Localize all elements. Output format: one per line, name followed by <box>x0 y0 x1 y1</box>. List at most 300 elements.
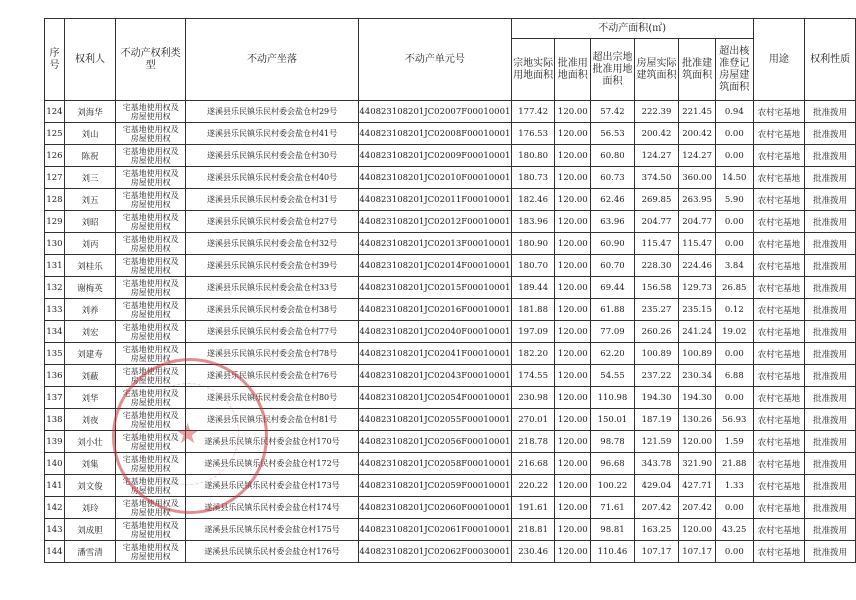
header-location: 不动产坐落 <box>186 19 359 101</box>
header-nature: 权利性质 <box>805 19 856 101</box>
usage-cell: 农村宅基地 <box>753 167 805 189</box>
location-cell: 遂溪县乐民镇乐民村委会盐仓村78号 <box>186 343 359 365</box>
right-type-cell: 宅基地使用权及房屋使用权 <box>116 211 186 233</box>
excess-land-cell: 110.98 <box>591 387 635 409</box>
seq-cell: 126 <box>45 145 65 167</box>
excess-building-cell: 0.00 <box>716 145 754 167</box>
owner-cell: 刘建寿 <box>64 343 115 365</box>
approved-land-cell: 120.00 <box>555 255 591 277</box>
header-seq: 序号 <box>45 19 65 101</box>
header-owner: 权利人 <box>64 19 115 101</box>
building-area-cell: 187.19 <box>634 409 679 431</box>
unit-no-cell: 440823108201JC02043F00010001 <box>358 365 511 387</box>
nature-cell: 批准拨用 <box>805 519 856 541</box>
approved-building-cell: 120.00 <box>679 519 716 541</box>
location-cell: 遂溪县乐民镇乐民村委会盐仓村31号 <box>186 189 359 211</box>
nature-cell: 批准拨用 <box>805 321 856 343</box>
table-row <box>45 101 856 123</box>
right-type-cell: 宅基地使用权及房屋使用权 <box>116 321 186 343</box>
usage-cell: 农村宅基地 <box>753 123 805 145</box>
usage-cell: 农村宅基地 <box>753 321 805 343</box>
approved-land-cell: 120.00 <box>555 387 591 409</box>
approved-land-cell: 120.00 <box>555 277 591 299</box>
unit-no-cell: 440823108201JC02061F00010001 <box>358 519 511 541</box>
seq-cell: 136 <box>45 365 65 387</box>
table-row <box>45 145 856 167</box>
seq-cell: 125 <box>45 123 65 145</box>
actual-area-cell: 230.98 <box>511 387 555 409</box>
nature-cell: 批准拨用 <box>805 541 856 563</box>
unit-no-cell: 440823108201JC02062F00030001 <box>358 541 511 563</box>
excess-land-cell: 62.46 <box>591 189 635 211</box>
actual-area-cell: 177.42 <box>511 101 555 123</box>
excess-land-cell: 98.81 <box>591 519 635 541</box>
table-row <box>45 519 856 541</box>
excess-building-cell: 0.12 <box>716 299 754 321</box>
building-area-cell: 269.85 <box>634 189 679 211</box>
excess-land-cell: 62.20 <box>591 343 635 365</box>
approved-land-cell: 120.00 <box>555 145 591 167</box>
excess-building-cell: 43.25 <box>716 519 754 541</box>
table-header <box>45 19 856 101</box>
nature-cell: 批准拨用 <box>805 123 856 145</box>
approved-building-cell: 224.46 <box>679 255 716 277</box>
nature-cell: 批准拨用 <box>805 189 856 211</box>
right-type-cell: 宅基地使用权及房屋使用权 <box>116 255 186 277</box>
approved-land-cell: 120.00 <box>555 409 591 431</box>
actual-area-cell: 197.09 <box>511 321 555 343</box>
approved-land-cell: 120.00 <box>555 101 591 123</box>
excess-building-cell: 14.50 <box>716 167 754 189</box>
table-row <box>45 233 856 255</box>
table-row <box>45 541 856 563</box>
building-area-cell: 204.77 <box>634 211 679 233</box>
excess-land-cell: 71.61 <box>591 497 635 519</box>
right-type-cell: 宅基地使用权及房屋使用权 <box>116 145 186 167</box>
excess-building-cell: 0.00 <box>716 541 754 563</box>
right-type-cell: 宅基地使用权及房屋使用权 <box>116 299 186 321</box>
right-type-cell: 宅基地使用权及房屋使用权 <box>116 167 186 189</box>
excess-land-cell: 56.53 <box>591 123 635 145</box>
approved-land-cell: 120.00 <box>555 343 591 365</box>
location-cell: 遂溪县乐民镇乐民村委会盐仓村27号 <box>186 211 359 233</box>
actual-area-cell: 218.78 <box>511 431 555 453</box>
excess-building-cell: 0.00 <box>716 123 754 145</box>
approved-building-cell: 107.17 <box>679 541 716 563</box>
actual-area-cell: 176.53 <box>511 123 555 145</box>
building-area-cell: 156.58 <box>634 277 679 299</box>
building-area-cell: 235.27 <box>634 299 679 321</box>
nature-cell: 批准拨用 <box>805 343 856 365</box>
usage-cell: 农村宅基地 <box>753 365 805 387</box>
approved-land-cell: 120.00 <box>555 431 591 453</box>
seq-cell: 128 <box>45 189 65 211</box>
unit-no-cell: 440823108201JC02040F00010001 <box>358 321 511 343</box>
header-approved-land: 批准用地面积 <box>555 39 591 101</box>
approved-land-cell: 120.00 <box>555 365 591 387</box>
right-type-cell: 宅基地使用权及房屋使用权 <box>116 409 186 431</box>
unit-no-cell: 440823108201JC02055F00010001 <box>358 409 511 431</box>
nature-cell: 批准拨用 <box>805 277 856 299</box>
approved-land-cell: 120.00 <box>555 475 591 497</box>
approved-building-cell: 124.27 <box>679 145 716 167</box>
usage-cell: 农村宅基地 <box>753 211 805 233</box>
building-area-cell: 124.27 <box>634 145 679 167</box>
excess-land-cell: 96.68 <box>591 453 635 475</box>
usage-cell: 农村宅基地 <box>753 255 805 277</box>
excess-land-cell: 57.42 <box>591 101 635 123</box>
approved-land-cell: 120.00 <box>555 519 591 541</box>
excess-building-cell: 21.88 <box>716 453 754 475</box>
nature-cell: 批准拨用 <box>805 167 856 189</box>
excess-building-cell: 0.00 <box>716 387 754 409</box>
excess-land-cell: 54.55 <box>591 365 635 387</box>
usage-cell: 农村宅基地 <box>753 431 805 453</box>
excess-building-cell: 5.90 <box>716 189 754 211</box>
seq-cell: 142 <box>45 497 65 519</box>
owner-cell: 刘华 <box>64 387 115 409</box>
owner-cell: 刘三 <box>64 167 115 189</box>
land-registry-sheet <box>44 18 856 563</box>
owner-cell: 刘集 <box>64 453 115 475</box>
actual-area-cell: 174.55 <box>511 365 555 387</box>
excess-land-cell: 69.44 <box>591 277 635 299</box>
actual-area-cell: 270.01 <box>511 409 555 431</box>
header-actual-area: 宗地实际用地面积 <box>511 39 555 101</box>
right-type-cell: 宅基地使用权及房屋使用权 <box>116 519 186 541</box>
actual-area-cell: 218.81 <box>511 519 555 541</box>
table-row <box>45 365 856 387</box>
excess-building-cell: 26.85 <box>716 277 754 299</box>
usage-cell: 农村宅基地 <box>753 453 805 475</box>
table-row <box>45 453 856 475</box>
seq-cell: 140 <box>45 453 65 475</box>
building-area-cell: 237.22 <box>634 365 679 387</box>
actual-area-cell: 180.73 <box>511 167 555 189</box>
right-type-cell: 宅基地使用权及房屋使用权 <box>116 277 186 299</box>
seq-cell: 132 <box>45 277 65 299</box>
usage-cell: 农村宅基地 <box>753 475 805 497</box>
usage-cell: 农村宅基地 <box>753 497 805 519</box>
owner-cell: 陈祝 <box>64 145 115 167</box>
nature-cell: 批准拨用 <box>805 387 856 409</box>
approved-building-cell: 115.47 <box>679 233 716 255</box>
approved-building-cell: 321.90 <box>679 453 716 475</box>
nature-cell: 批准拨用 <box>805 453 856 475</box>
seq-cell: 131 <box>45 255 65 277</box>
right-type-cell: 宅基地使用权及房屋使用权 <box>116 343 186 365</box>
table-row <box>45 211 856 233</box>
unit-no-cell: 440823108201JC02058F00010001 <box>358 453 511 475</box>
unit-no-cell: 440823108201JC02011F00010001 <box>358 189 511 211</box>
approved-land-cell: 120.00 <box>555 299 591 321</box>
location-cell: 遂溪县乐民镇乐民村委会盐仓村40号 <box>186 167 359 189</box>
right-type-cell: 宅基地使用权及房屋使用权 <box>116 431 186 453</box>
nature-cell: 批准拨用 <box>805 497 856 519</box>
table-body <box>45 101 856 563</box>
right-type-cell: 宅基地使用权及房屋使用权 <box>116 387 186 409</box>
approved-building-cell: 129.73 <box>679 277 716 299</box>
excess-land-cell: 100.22 <box>591 475 635 497</box>
nature-cell: 批准拨用 <box>805 409 856 431</box>
registry-table <box>44 18 856 563</box>
unit-no-cell: 440823108201JC02014F00010001 <box>358 255 511 277</box>
location-cell: 遂溪县乐民镇乐民村委会盐仓村170号 <box>186 431 359 453</box>
approved-land-cell: 120.00 <box>555 497 591 519</box>
seq-cell: 139 <box>45 431 65 453</box>
excess-building-cell: 0.94 <box>716 101 754 123</box>
building-area-cell: 429.04 <box>634 475 679 497</box>
location-cell: 遂溪县乐民镇乐民村委会盐仓村29号 <box>186 101 359 123</box>
approved-building-cell: 204.77 <box>679 211 716 233</box>
owner-cell: 刘文俊 <box>64 475 115 497</box>
table-row <box>45 343 856 365</box>
unit-no-cell: 440823108201JC02056F00010001 <box>358 431 511 453</box>
location-cell: 遂溪县乐民镇乐民村委会盐仓村33号 <box>186 277 359 299</box>
approved-land-cell: 120.00 <box>555 123 591 145</box>
usage-cell: 农村宅基地 <box>753 277 805 299</box>
building-area-cell: 222.39 <box>634 101 679 123</box>
header-unit-no: 不动产单元号 <box>358 19 511 101</box>
owner-cell: 刘蔽 <box>64 365 115 387</box>
excess-land-cell: 77.09 <box>591 321 635 343</box>
nature-cell: 批准拨用 <box>805 211 856 233</box>
excess-land-cell: 60.80 <box>591 145 635 167</box>
approved-building-cell: 200.42 <box>679 123 716 145</box>
excess-building-cell: 0.00 <box>716 233 754 255</box>
approved-building-cell: 241.24 <box>679 321 716 343</box>
excess-building-cell: 3.84 <box>716 255 754 277</box>
table-row <box>45 189 856 211</box>
owner-cell: 刘夜 <box>64 409 115 431</box>
usage-cell: 农村宅基地 <box>753 189 805 211</box>
owner-cell: 刘桂乐 <box>64 255 115 277</box>
approved-building-cell: 120.00 <box>679 431 716 453</box>
excess-land-cell: 98.78 <box>591 431 635 453</box>
actual-area-cell: 180.80 <box>511 145 555 167</box>
owner-cell: 刘成胆 <box>64 519 115 541</box>
approved-building-cell: 427.71 <box>679 475 716 497</box>
actual-area-cell: 182.20 <box>511 343 555 365</box>
approved-building-cell: 100.89 <box>679 343 716 365</box>
actual-area-cell: 181.88 <box>511 299 555 321</box>
actual-area-cell: 180.90 <box>511 233 555 255</box>
nature-cell: 批准拨用 <box>805 299 856 321</box>
header-excess-land: 超出宗地批准用地面积 <box>591 39 635 101</box>
usage-cell: 农村宅基地 <box>753 101 805 123</box>
seq-cell: 141 <box>45 475 65 497</box>
building-area-cell: 194.30 <box>634 387 679 409</box>
approved-land-cell: 120.00 <box>555 167 591 189</box>
seq-cell: 137 <box>45 387 65 409</box>
unit-no-cell: 440823108201JC02060F00010001 <box>358 497 511 519</box>
location-cell: 遂溪县乐民镇乐民村委会盐仓村30号 <box>186 145 359 167</box>
seq-cell: 134 <box>45 321 65 343</box>
nature-cell: 批准拨用 <box>805 255 856 277</box>
usage-cell: 农村宅基地 <box>753 541 805 563</box>
header-usage: 用途 <box>753 19 805 101</box>
building-area-cell: 121.59 <box>634 431 679 453</box>
usage-cell: 农村宅基地 <box>753 299 805 321</box>
right-type-cell: 宅基地使用权及房屋使用权 <box>116 497 186 519</box>
table-row <box>45 431 856 453</box>
location-cell: 遂溪县乐民镇乐民村委会盐仓村39号 <box>186 255 359 277</box>
seq-cell: 127 <box>45 167 65 189</box>
header-approved-building: 批准建筑面积 <box>679 39 716 101</box>
approved-building-cell: 230.34 <box>679 365 716 387</box>
right-type-cell: 宅基地使用权及房屋使用权 <box>116 123 186 145</box>
location-cell: 遂溪县乐民镇乐民村委会盐仓村41号 <box>186 123 359 145</box>
approved-building-cell: 130.26 <box>679 409 716 431</box>
actual-area-cell: 183.96 <box>511 211 555 233</box>
usage-cell: 农村宅基地 <box>753 519 805 541</box>
actual-area-cell: 180.70 <box>511 255 555 277</box>
usage-cell: 农村宅基地 <box>753 233 805 255</box>
approved-land-cell: 120.00 <box>555 321 591 343</box>
approved-building-cell: 194.30 <box>679 387 716 409</box>
nature-cell: 批准拨用 <box>805 101 856 123</box>
table-row <box>45 387 856 409</box>
owner-cell: 刘海华 <box>64 101 115 123</box>
excess-building-cell: 6.88 <box>716 365 754 387</box>
approved-land-cell: 120.00 <box>555 453 591 475</box>
right-type-cell: 宅基地使用权及房屋使用权 <box>116 101 186 123</box>
excess-building-cell: 19.02 <box>716 321 754 343</box>
excess-building-cell: 1.33 <box>716 475 754 497</box>
location-cell: 遂溪县乐民镇乐民村委会盐仓村81号 <box>186 409 359 431</box>
excess-building-cell: 0.00 <box>716 343 754 365</box>
usage-cell: 农村宅基地 <box>753 387 805 409</box>
excess-land-cell: 110.46 <box>591 541 635 563</box>
owner-cell: 刘养 <box>64 299 115 321</box>
excess-land-cell: 61.88 <box>591 299 635 321</box>
usage-cell: 农村宅基地 <box>753 145 805 167</box>
right-type-cell: 宅基地使用权及房屋使用权 <box>116 541 186 563</box>
owner-cell: 潘雪清 <box>64 541 115 563</box>
excess-building-cell: 1.59 <box>716 431 754 453</box>
approved-building-cell: 360.00 <box>679 167 716 189</box>
unit-no-cell: 440823108201JC02041F00010001 <box>358 343 511 365</box>
building-area-cell: 228.30 <box>634 255 679 277</box>
building-area-cell: 374.50 <box>634 167 679 189</box>
actual-area-cell: 182.46 <box>511 189 555 211</box>
seq-cell: 138 <box>45 409 65 431</box>
owner-cell: 刘小壮 <box>64 431 115 453</box>
unit-no-cell: 440823108201JC02009F00010001 <box>358 145 511 167</box>
owner-cell: 刘昭 <box>64 211 115 233</box>
seq-cell: 135 <box>45 343 65 365</box>
owner-cell: 刘五 <box>64 189 115 211</box>
building-area-cell: 343.78 <box>634 453 679 475</box>
seal-star-icon: ★ <box>175 417 201 450</box>
right-type-cell: 宅基地使用权及房屋使用权 <box>116 365 186 387</box>
seq-cell: 133 <box>45 299 65 321</box>
owner-cell: 刘宏 <box>64 321 115 343</box>
building-area-cell: 115.47 <box>634 233 679 255</box>
nature-cell: 批准拨用 <box>805 233 856 255</box>
unit-no-cell: 440823108201JC02013F00010001 <box>358 233 511 255</box>
approved-land-cell: 120.00 <box>555 211 591 233</box>
header-building-area: 房屋实际建筑面积 <box>634 39 679 101</box>
owner-cell: 谢梅英 <box>64 277 115 299</box>
approved-building-cell: 263.95 <box>679 189 716 211</box>
table-row <box>45 321 856 343</box>
location-cell: 遂溪县乐民镇乐民村委会盐仓村32号 <box>186 233 359 255</box>
location-cell: 遂溪县乐民镇乐民村委会盐仓村174号 <box>186 497 359 519</box>
actual-area-cell: 189.44 <box>511 277 555 299</box>
right-type-cell: 宅基地使用权及房屋使用权 <box>116 453 186 475</box>
nature-cell: 批准拨用 <box>805 145 856 167</box>
seq-cell: 129 <box>45 211 65 233</box>
unit-no-cell: 440823108201JC02010F00010001 <box>358 167 511 189</box>
seq-cell: 143 <box>45 519 65 541</box>
excess-building-cell: 0.00 <box>716 497 754 519</box>
actual-area-cell: 191.61 <box>511 497 555 519</box>
unit-no-cell: 440823108201JC02054F00010001 <box>358 387 511 409</box>
location-cell: 遂溪县乐民镇乐民村委会盐仓村38号 <box>186 299 359 321</box>
table-row <box>45 475 856 497</box>
unit-no-cell: 440823108201JC02015F00010001 <box>358 277 511 299</box>
actual-area-cell: 216.68 <box>511 453 555 475</box>
nature-cell: 批准拨用 <box>805 365 856 387</box>
approved-land-cell: 120.00 <box>555 233 591 255</box>
unit-no-cell: 440823108201JC02059F00010001 <box>358 475 511 497</box>
building-area-cell: 107.17 <box>634 541 679 563</box>
right-type-cell: 宅基地使用权及房屋使用权 <box>116 189 186 211</box>
excess-land-cell: 60.73 <box>591 167 635 189</box>
unit-no-cell: 440823108201JC02012F00010001 <box>358 211 511 233</box>
unit-no-cell: 440823108201JC02016F00010001 <box>358 299 511 321</box>
unit-no-cell: 440823108201JC02008F00010001 <box>358 123 511 145</box>
table-row <box>45 497 856 519</box>
nature-cell: 批准拨用 <box>805 431 856 453</box>
building-area-cell: 260.26 <box>634 321 679 343</box>
approved-land-cell: 120.00 <box>555 189 591 211</box>
seq-cell: 144 <box>45 541 65 563</box>
excess-building-cell: 56.93 <box>716 409 754 431</box>
location-cell: 遂溪县乐民镇乐民村委会盐仓村77号 <box>186 321 359 343</box>
approved-land-cell: 120.00 <box>555 541 591 563</box>
excess-land-cell: 63.96 <box>591 211 635 233</box>
usage-cell: 农村宅基地 <box>753 409 805 431</box>
owner-cell: 刘丙 <box>64 233 115 255</box>
building-area-cell: 100.89 <box>634 343 679 365</box>
building-area-cell: 207.42 <box>634 497 679 519</box>
table-row <box>45 277 856 299</box>
actual-area-cell: 230.46 <box>511 541 555 563</box>
location-cell: 遂溪县乐民镇乐民村委会盐仓村173号 <box>186 475 359 497</box>
approved-building-cell: 221.45 <box>679 101 716 123</box>
actual-area-cell: 220.22 <box>511 475 555 497</box>
location-cell: 遂溪县乐民镇乐民村委会盐仓村80号 <box>186 387 359 409</box>
location-cell: 遂溪县乐民镇乐民村委会盐仓村76号 <box>186 365 359 387</box>
excess-building-cell: 0.00 <box>716 211 754 233</box>
table-row <box>45 255 856 277</box>
right-type-cell: 宅基地使用权及房屋使用权 <box>116 233 186 255</box>
seq-cell: 124 <box>45 101 65 123</box>
table-row <box>45 299 856 321</box>
header-excess-building: 超出核准登记房屋建筑面积 <box>716 39 754 101</box>
approved-building-cell: 207.42 <box>679 497 716 519</box>
owner-cell: 刘山 <box>64 123 115 145</box>
nature-cell: 批准拨用 <box>805 475 856 497</box>
usage-cell: 农村宅基地 <box>753 343 805 365</box>
location-cell: 遂溪县乐民镇乐民村委会盐仓村172号 <box>186 453 359 475</box>
seq-cell: 130 <box>45 233 65 255</box>
location-cell: 遂溪县乐民镇乐民村委会盐仓村175号 <box>186 519 359 541</box>
unit-no-cell: 440823108201JC02007F00010001 <box>358 101 511 123</box>
table-row <box>45 123 856 145</box>
